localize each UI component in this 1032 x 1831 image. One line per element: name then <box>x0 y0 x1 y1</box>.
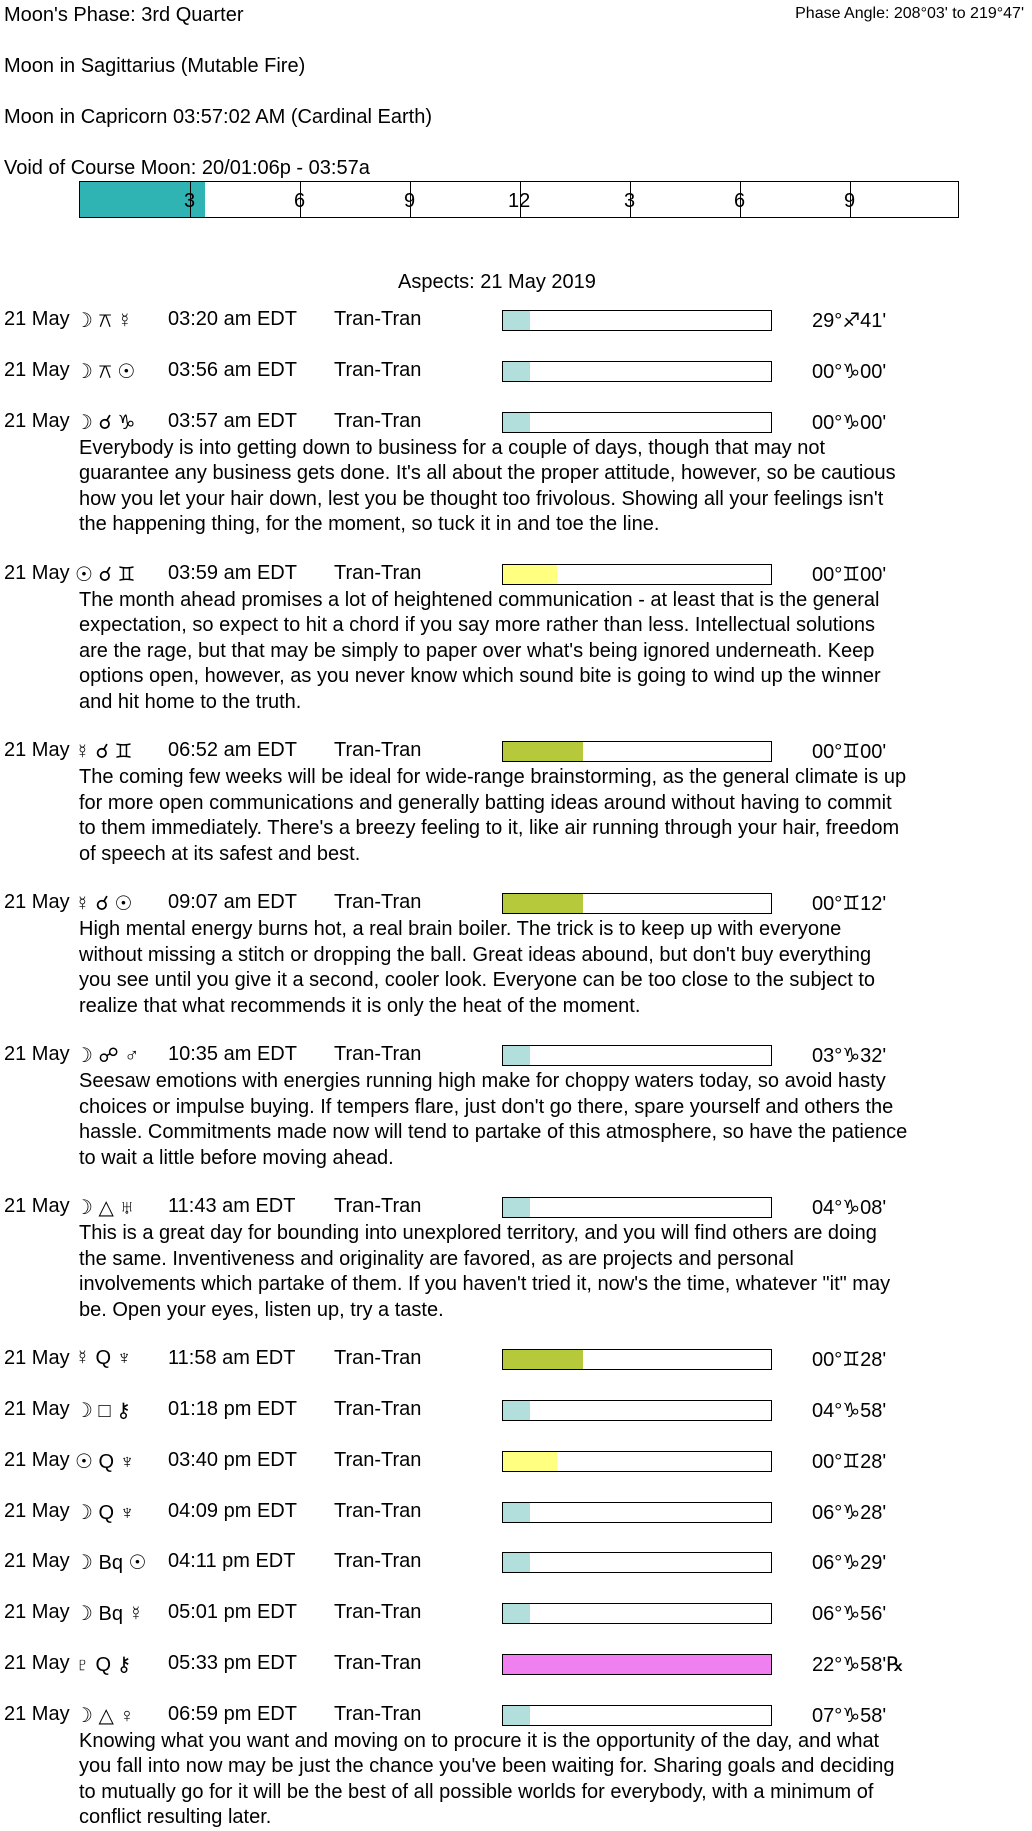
aspect-type: Tran-Tran <box>334 1550 422 1573</box>
aspect-strength-bar <box>502 1603 772 1624</box>
aspect-type: Tran-Tran <box>334 409 422 432</box>
phase-angle: Phase Angle: 208°03' to 219°47' <box>795 5 1024 22</box>
aspect-time: 06:59 pm EDT <box>168 1702 297 1725</box>
aspect-time: 06:52 am EDT <box>168 739 297 762</box>
aspect-strength-bar <box>502 412 772 433</box>
aspect-strength-bar <box>502 361 772 382</box>
aspect-glyphs: ☽ △ ♅ <box>75 1197 135 1220</box>
aspect-strength-fill <box>503 413 530 432</box>
aspect-strength-fill <box>503 1198 530 1217</box>
aspect-description-line: you see until you give it a second, cooler look. Everyone can be too close to the subject to <box>79 969 876 992</box>
aspect-time: 11:43 am EDT <box>168 1195 296 1218</box>
void-of-course: Void of Course Moon: 20/01:06p - 03:57a <box>4 157 370 179</box>
aspect-position: 06°♑29' <box>812 1552 887 1575</box>
aspect-date: 21 May <box>4 1651 70 1674</box>
aspect-strength-fill <box>503 1046 530 1065</box>
aspect-strength-bar <box>502 1400 772 1421</box>
aspect-description-line: choices or impulse buying. If tempers flare, just don't go there, spare yourself and others the <box>79 1095 894 1118</box>
aspect-glyphs: ☽ ⚻ ☿ <box>75 310 133 332</box>
aspect-row <box>0 1550 1032 1580</box>
aspect-strength-fill <box>503 1604 530 1623</box>
timeline-tick-label: 9 <box>844 190 856 212</box>
aspect-time: 03:20 am EDT <box>168 308 297 330</box>
aspect-description-line: the same. Inventiveness and originality are favored, as are projects and personal <box>79 1247 794 1270</box>
aspect-row <box>0 1601 1032 1631</box>
aspect-strength-bar <box>502 1349 772 1370</box>
aspect-description-line: hassle. Commitments made now will tend to partake of this atmosphere, so have the patience <box>79 1121 908 1144</box>
aspect-strength-fill <box>503 1452 557 1471</box>
timeline-tick-label: 12 <box>508 190 531 212</box>
moon-sign-sagittarius: Moon in Sagittarius (Mutable Fire) <box>4 55 306 77</box>
aspect-date: 21 May <box>4 739 70 762</box>
aspect-date: 21 May <box>4 1448 70 1471</box>
aspect-glyphs: ☽ △ ♀ <box>75 1704 135 1727</box>
aspect-strength-fill <box>503 311 530 330</box>
aspect-description-line: the happening thing, for the moment, so tuck it in and toe the line. <box>79 513 660 536</box>
aspect-position: 00°♊28' <box>812 1349 887 1372</box>
timeline-tick-label: 3 <box>624 190 636 212</box>
aspect-strength-fill <box>503 1553 530 1572</box>
aspect-position: 07°♑58' <box>812 1704 887 1727</box>
aspect-description-line: to them immediately. There's a breezy feeling to it, like air running through your hair, freedom <box>79 817 900 840</box>
aspect-strength-bar <box>502 1705 772 1726</box>
aspect-strength-bar <box>502 310 772 331</box>
aspect-description-line: The coming few weeks will be ideal for wide-range brainstorming, as the general climate is up <box>79 766 907 789</box>
aspect-type: Tran-Tran <box>334 739 422 762</box>
aspect-strength-bar <box>502 1654 772 1675</box>
aspect-date: 21 May <box>4 1601 70 1624</box>
timeline-tick-label: 6 <box>294 190 306 212</box>
aspect-position: 00°♊00' <box>812 741 887 764</box>
aspect-row <box>0 1500 1032 1530</box>
aspect-position: 00°♊00' <box>812 563 887 586</box>
aspect-glyphs: ☽ Bq ☉ <box>75 1552 147 1575</box>
aspect-position: 22°♑58'℞ <box>812 1653 905 1676</box>
aspect-description-line: for more open communications and generally batting ideas around without having to commit <box>79 791 892 814</box>
aspect-description-line: and hit home to the truth. <box>79 690 302 713</box>
aspect-time: 01:18 pm EDT <box>168 1397 297 1420</box>
aspect-description <box>79 917 1024 1019</box>
aspect-description-line: expectation, so expect to hit a chord if you say more rather than less. Intellectual solutions <box>79 614 875 637</box>
aspect-date: 21 May <box>4 561 70 584</box>
timeline-tick-label: 6 <box>734 190 746 212</box>
aspect-strength-fill <box>503 1503 530 1522</box>
aspect-strength-fill <box>503 742 583 761</box>
aspect-description-line: Knowing what you want and moving on to procure it is the opportunity of the day, and what <box>79 1729 880 1752</box>
aspect-description-line: be. Open your eyes, listen up, try a taste. <box>79 1298 444 1321</box>
aspect-type: Tran-Tran <box>334 1448 422 1471</box>
aspect-type: Tran-Tran <box>334 1347 422 1370</box>
aspect-glyphs: ☽ □ ⚷ <box>75 1399 131 1422</box>
aspect-date: 21 May <box>4 308 70 330</box>
aspect-glyphs: ☽ Bq ☿ <box>75 1603 144 1626</box>
aspect-type: Tran-Tran <box>334 1043 422 1066</box>
aspect-type: Tran-Tran <box>334 1397 422 1420</box>
aspect-position: 00°♑00' <box>812 411 887 434</box>
aspect-row <box>0 1652 1032 1682</box>
aspect-description-line: you fall into now may be just the chance you've been waiting for. Sharing goals and deciding <box>79 1755 895 1778</box>
timeline-tick-label: 9 <box>404 190 416 212</box>
aspect-description-line: realize that what recommends it is only the heat of the moment. <box>79 994 641 1017</box>
aspect-time: 04:11 pm EDT <box>168 1550 296 1573</box>
aspect-description-line: conflict resulting later. <box>79 1806 272 1829</box>
aspect-time: 03:57 am EDT <box>168 409 297 432</box>
aspect-time: 10:35 am EDT <box>168 1043 297 1066</box>
aspect-glyphs: ☉ Q ♆ <box>75 1450 135 1473</box>
aspect-position: 04°♑08' <box>812 1197 887 1220</box>
aspect-type: Tran-Tran <box>334 561 422 584</box>
aspect-type: Tran-Tran <box>334 1651 422 1674</box>
aspect-description-line: without missing a stitch or dropping the ball. Great ideas abound, but don't buy everything <box>79 943 872 966</box>
aspect-time: 03:40 pm EDT <box>168 1448 297 1471</box>
aspect-strength-bar <box>502 1045 772 1066</box>
aspect-description-line: The month ahead promises a lot of heightened communication - at least that is the general <box>79 588 880 611</box>
aspect-date: 21 May <box>4 409 70 432</box>
aspect-row <box>0 359 1032 389</box>
aspect-glyphs: ♇ Q ⚷ <box>75 1653 132 1676</box>
aspects-title: Aspects: 21 May 2019 <box>398 271 596 293</box>
aspect-description-line: involvements which partake of them. If you haven't tried it, now's the time, whatever "it" may <box>79 1273 891 1296</box>
aspect-time: 11:58 am EDT <box>168 1347 296 1370</box>
aspect-description-line: High mental energy burns hot, a real brain boiler. The trick is to keep up with everyone <box>79 918 842 941</box>
aspect-position: 06°♑56' <box>812 1603 887 1626</box>
aspect-time: 09:07 am EDT <box>168 891 297 914</box>
aspect-type: Tran-Tran <box>334 891 422 914</box>
aspect-glyphs: ☽ ☍ ♂ <box>75 1045 140 1068</box>
aspect-description-line: guarantee any business gets done. It's all about the proper attitude, however, so be cautious <box>79 462 896 485</box>
aspect-type: Tran-Tran <box>334 1195 422 1218</box>
aspect-strength-fill <box>503 1350 583 1369</box>
aspect-strength-fill <box>503 362 530 381</box>
aspect-date: 21 May <box>4 1550 70 1573</box>
aspect-description-line: of speech at its safest and best. <box>79 842 361 865</box>
aspect-strength-bar <box>502 1451 772 1472</box>
aspect-glyphs: ☽ ☌ ♑ <box>75 411 136 434</box>
aspect-description <box>79 588 1024 716</box>
aspect-date: 21 May <box>4 1397 70 1420</box>
aspect-date: 21 May <box>4 1702 70 1725</box>
aspect-glyphs: ☿ ☌ ☉ <box>75 893 133 916</box>
aspect-description-line: Seesaw emotions with energies running high make for choppy waters today, so avoid hasty <box>79 1070 886 1093</box>
aspect-strength-fill <box>503 565 557 584</box>
aspect-strength-bar <box>502 564 772 585</box>
aspect-strength-bar <box>502 1552 772 1573</box>
aspect-strength-bar <box>502 741 772 762</box>
aspect-type: Tran-Tran <box>334 1702 422 1725</box>
aspect-time: 03:59 am EDT <box>168 561 297 584</box>
aspect-description-line: This is a great day for bounding into unexplored territory, and you will find others are doing <box>79 1222 877 1245</box>
aspect-description <box>79 765 1024 867</box>
aspect-date: 21 May <box>4 1499 70 1522</box>
aspect-position: 00°♊28' <box>812 1450 887 1473</box>
aspect-glyphs: ☿ Q ♆ <box>75 1347 132 1370</box>
aspect-strength-bar <box>502 893 772 914</box>
aspect-description-line: how you let your hair down, lest you be thought too frivolous. Showing all your feelings isn't <box>79 487 884 510</box>
aspect-description-line: to mutually go for it will be the best of all possible worlds for everybody, with a minimum of <box>79 1780 874 1803</box>
aspect-time: 03:56 am EDT <box>168 358 297 381</box>
aspect-date: 21 May <box>4 1195 70 1218</box>
aspect-position: 29°♐41' <box>812 310 887 332</box>
aspect-date: 21 May <box>4 1043 70 1066</box>
aspect-date: 21 May <box>4 358 70 381</box>
aspect-glyphs: ☽ Q ♆ <box>75 1501 135 1524</box>
aspect-time: 05:33 pm EDT <box>168 1651 297 1674</box>
aspect-position: 00°♊12' <box>812 893 887 916</box>
aspect-description <box>79 1069 1024 1171</box>
moon-sign-capricorn: Moon in Capricorn 03:57:02 AM (Cardinal Earth) <box>4 106 432 128</box>
aspect-row <box>0 1449 1032 1479</box>
aspect-strength-bar <box>502 1197 772 1218</box>
aspect-type: Tran-Tran <box>334 1601 422 1624</box>
aspect-description-line: to wait a little before moving ahead. <box>79 1146 394 1169</box>
aspect-date: 21 May <box>4 891 70 914</box>
aspect-position: 06°♑28' <box>812 1501 887 1524</box>
aspect-row <box>0 1347 1032 1377</box>
aspect-type: Tran-Tran <box>334 358 422 381</box>
aspect-description-line: options open, however, as you never know which sound bite is going to wind up the winner <box>79 665 881 688</box>
aspect-description <box>79 1729 1024 1831</box>
aspect-time: 05:01 pm EDT <box>168 1601 297 1624</box>
aspect-glyphs: ☿ ☌ ♊ <box>75 741 133 764</box>
aspect-position: 04°♑58' <box>812 1399 887 1422</box>
aspect-description <box>79 1221 1024 1323</box>
aspect-time: 04:09 pm EDT <box>168 1499 297 1522</box>
aspect-glyphs: ☽ ⚻ ☉ <box>75 360 136 383</box>
moon-phase: Moon's Phase: 3rd Quarter <box>4 4 244 26</box>
aspect-glyphs: ☉ ☌ ♊ <box>75 563 136 586</box>
aspect-strength-fill <box>503 1401 530 1420</box>
aspect-strength-fill <box>503 894 583 913</box>
timeline-tick-label: 3 <box>184 190 196 212</box>
aspect-strength-fill <box>503 1706 530 1725</box>
aspect-type: Tran-Tran <box>334 308 422 330</box>
aspect-strength-bar <box>502 1502 772 1523</box>
aspect-position: 00°♑00' <box>812 360 887 383</box>
aspect-type: Tran-Tran <box>334 1499 422 1522</box>
aspect-position: 03°♑32' <box>812 1045 887 1068</box>
aspect-description <box>79 436 1024 538</box>
aspect-description-line: Everybody is into getting down to business for a couple of days, though that may not <box>79 436 826 459</box>
void-timeline <box>79 181 959 218</box>
aspect-row <box>0 308 1032 338</box>
aspect-row <box>0 1398 1032 1428</box>
aspect-date: 21 May <box>4 1347 70 1370</box>
aspect-description-line: are the rage, but that may be simply to paper over what's being ignored underneath. Keep <box>79 639 875 662</box>
aspect-strength-fill <box>503 1655 771 1674</box>
